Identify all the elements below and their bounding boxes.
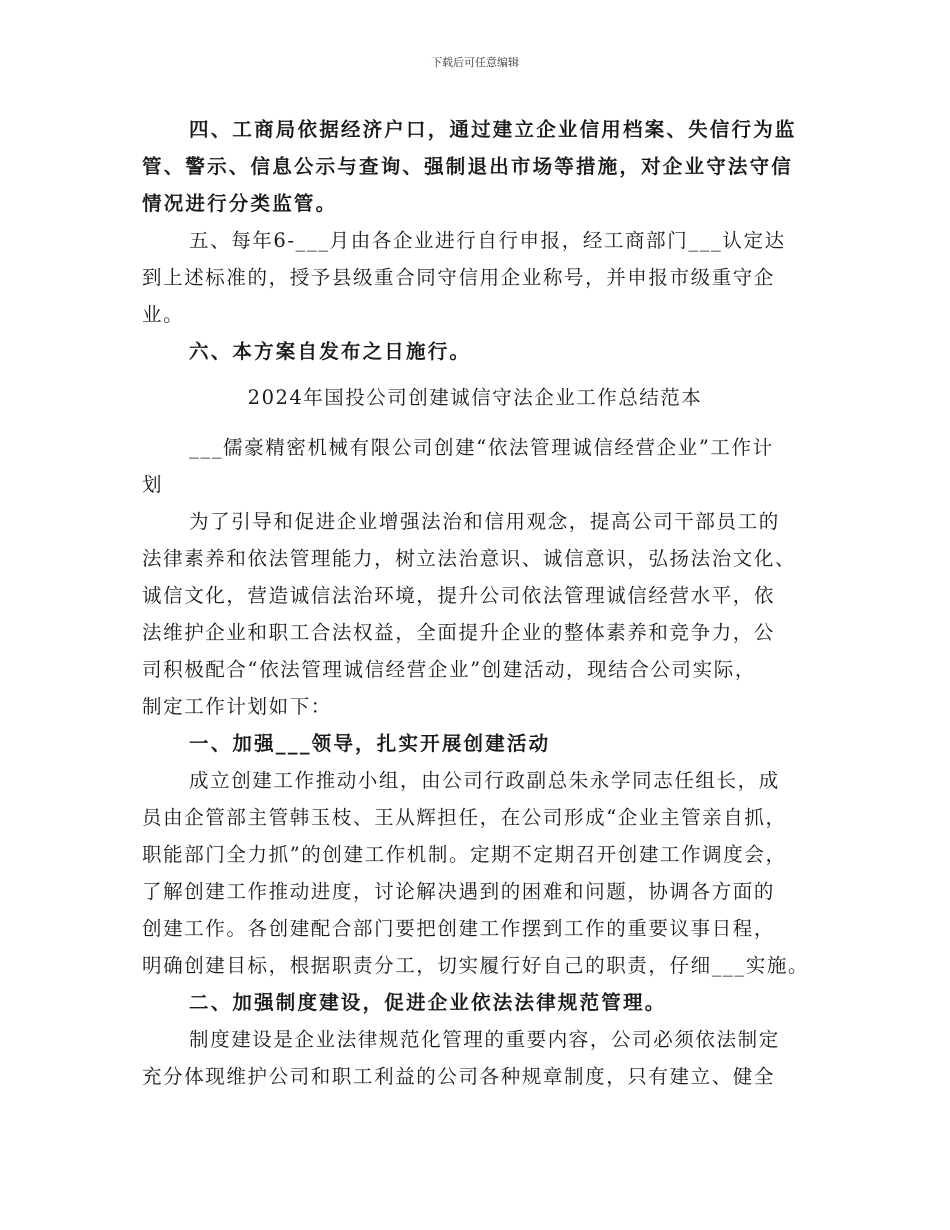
intro-line-5: 司积极配合“依法管理诚信经营企业”创建活动，现结合公司实际， xyxy=(142,658,756,681)
clause-4-line-1: 四、工商局依据经济户口，通过建立企业信用档案、失信行为监 xyxy=(189,118,797,141)
section-1-line-3: 职能部门全力抓”的创建工作机制。定期不定期召开创建工作调度会， xyxy=(142,843,787,866)
clause-5-line-3: 业。 xyxy=(142,303,185,326)
intro-line-4: 法维护企业和职工合法权益，全面提升企业的整体素养和竞争力，公 xyxy=(142,621,776,644)
section-1-line-2: 员由企管部主管韩玉枝、王从辉担任，在公司形成“企业主管亲自抓， xyxy=(142,806,787,829)
document-title: 2024年国投公司创建诚信守法企业工作总结范本 xyxy=(247,386,703,409)
section-2-heading: 二、加强制度建设，促进企业依法法律规范管理。 xyxy=(189,991,667,1014)
section-1-line-1: 成立创建工作推动小组，由公司行政副总朱永学同志任组长，成 xyxy=(189,769,780,792)
header-note: 下载后可任意编辑 xyxy=(431,56,519,69)
section-2-line-2: 充分体现维护公司和职工利益的公司各种规章制度，只有建立、健全 xyxy=(142,1065,776,1088)
intro-line-2: 法律素养和依法管理能力，树立法治意识、诚信意识，弘扬法治文化、 xyxy=(142,547,797,570)
section-1-line-6: 明确创建目标，根据职责分工，切实履行好自己的职责，仔细___实施。 xyxy=(142,954,810,977)
clause-5-line-2: 到上述标准的，授予县级重合同守信用企业称号，并申报市级重守企 xyxy=(142,266,776,289)
section-2-line-1: 制度建设是企业法律规范化管理的重要内容，公司必须依法制定 xyxy=(189,1028,780,1051)
plan-title-line-1: ___儒豪精密机械有限公司创建“依法管理诚信经营企业”工作计 xyxy=(189,436,774,459)
clause-4-line-3: 情况进行分类监管。 xyxy=(142,192,338,215)
section-1-line-4: 了解创建工作推动进度，讨论解决遇到的困难和问题，协调各方面的 xyxy=(142,880,776,903)
clause-5-line-1: 五、每年6-___月由各企业进行自行申报，经工商部门___认定达 xyxy=(189,229,786,252)
section-1-line-5: 创建工作。各创建配合部门要把创建工作摆到工作的重要议事日程， xyxy=(142,917,776,940)
intro-line-6: 制定工作计划如下： xyxy=(142,695,332,718)
clause-6-line: 六、本方案自发布之日施行。 xyxy=(189,340,472,363)
intro-line-1: 为了引导和促进企业增强法治和信用观念，提高公司干部员工的 xyxy=(189,510,780,533)
section-1-heading: 一、加强___领导，扎实开展创建活动 xyxy=(189,732,551,755)
intro-line-3: 诚信文化，营造诚信法治环境，提升公司依法管理诚信经营水平，依 xyxy=(142,584,776,607)
clause-4-line-2: 管、警示、信息公示与查询、强制退出市场等措施，对企业守法守信 xyxy=(142,155,794,178)
plan-title-line-2: 划 xyxy=(142,473,164,496)
